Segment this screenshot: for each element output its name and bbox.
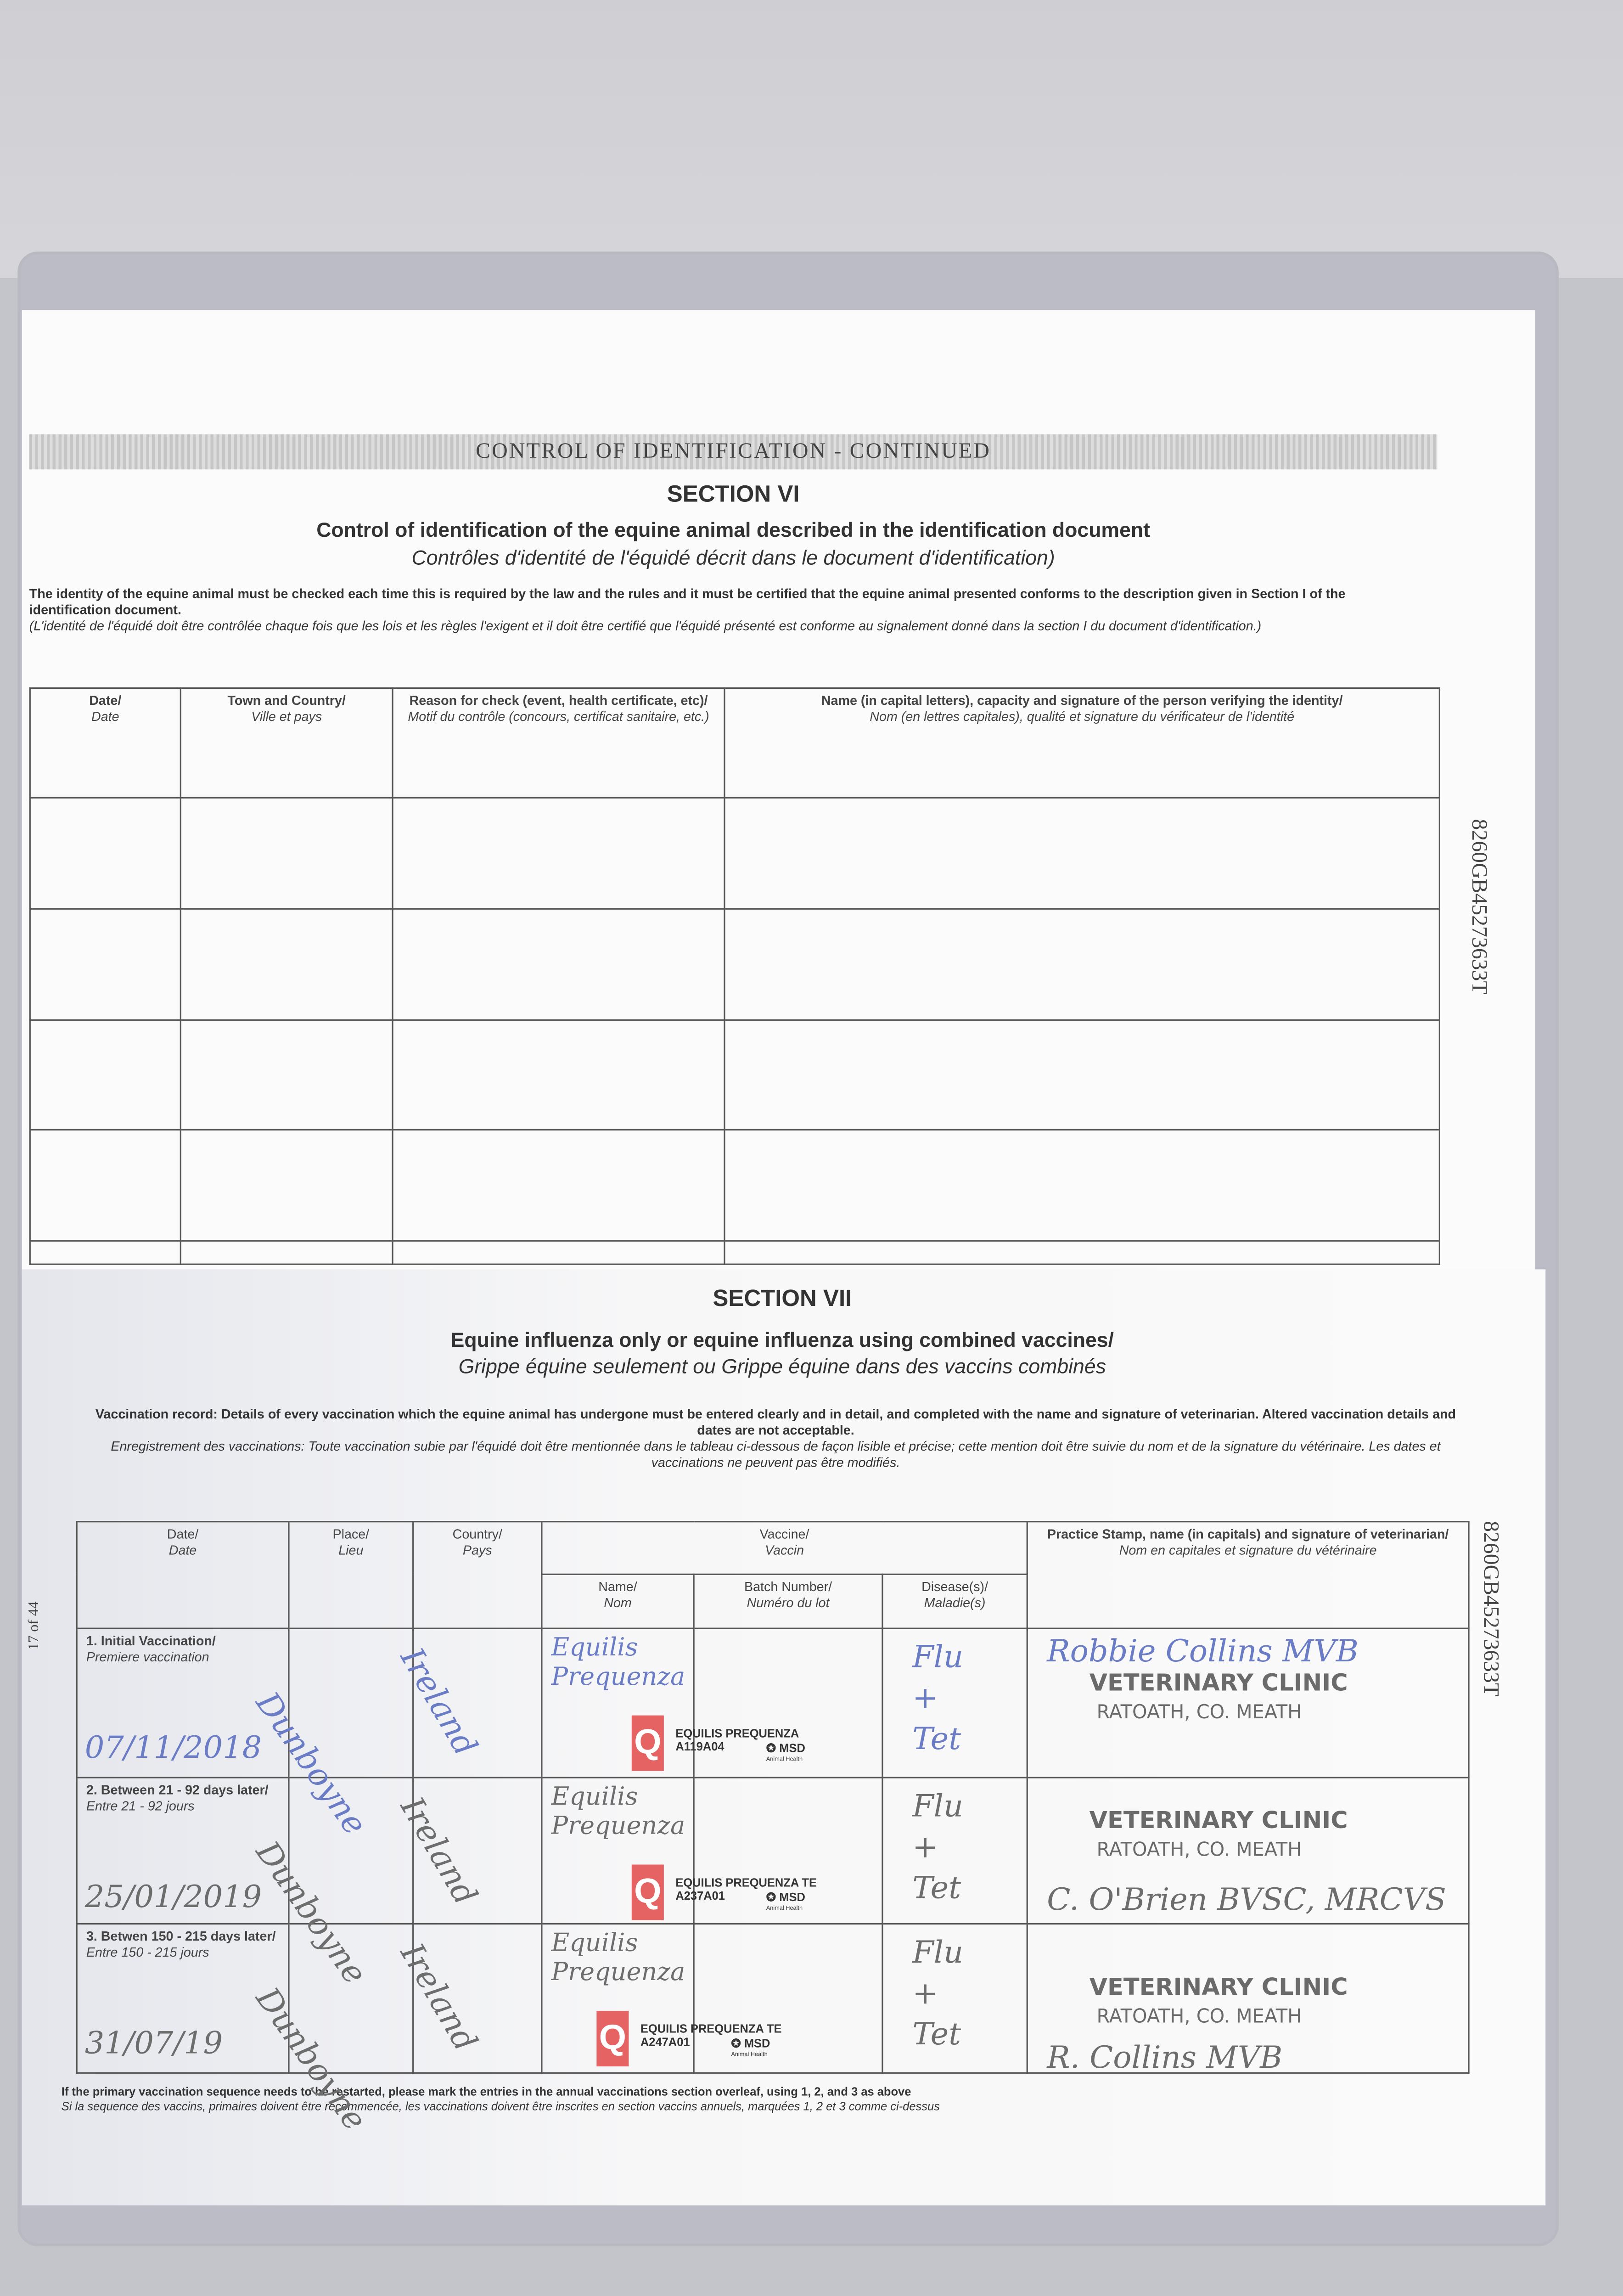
- q-logo-icon: Q: [596, 2011, 629, 2066]
- vaccination-place: Dunboyne: [247, 1981, 373, 2138]
- table-row: [30, 798, 1439, 908]
- vaccination-country: Ireland: [392, 1642, 483, 1763]
- sticker-name: EQUILIS PREQUENZA TE: [640, 2022, 782, 2036]
- vaccine-batch-sticker: [632, 1716, 805, 1789]
- col-reason-fr: Motif du contrôle (concours, certificat sanitaire, etc.): [408, 709, 709, 724]
- practice-stamp: [1089, 1973, 1348, 2028]
- col-batch-fr: Numéro du lot: [747, 1595, 830, 1610]
- col-date-fr: Date: [91, 709, 119, 724]
- vaccination-place: Dunboyne: [247, 1686, 373, 1843]
- col-country-fr: Pays: [462, 1542, 492, 1558]
- batch-number: A247A01: [640, 2036, 690, 2049]
- col-stamp: Practice Stamp, name (in capitals) and signature of veterinarian/: [1047, 1526, 1449, 1542]
- col-name-fr: Nom: [604, 1595, 632, 1610]
- col-name: Name/: [598, 1579, 637, 1594]
- stamp-line: VETERINARY CLINIC: [1089, 1668, 1348, 1697]
- section7-heading: SECTION VII: [713, 1287, 852, 1312]
- disease-entry: Tet: [912, 1870, 961, 1906]
- table-header-row: [77, 1522, 1469, 1575]
- col-name-fr: Nom (en lettres capitales), qualité et signature du vérificateur de l'identité: [870, 709, 1295, 724]
- col-country: Country/: [452, 1526, 502, 1542]
- sticker-brand-sub: Animal Health: [731, 2050, 768, 2058]
- col-disease-fr: Maladie(s): [924, 1595, 986, 1610]
- stamp-line: RATOATH, CO. MEATH: [1096, 1840, 1302, 1862]
- section7-intro: Vaccination record: Details of every vaccination which the equine animal has undergone must be entered clearly and in detail, and completed with the name and signature of veterinarian. Altered vaccination details and dates are not acceptable.: [95, 1407, 1456, 1438]
- disease-entry: +: [912, 1680, 938, 1716]
- identity-check-table: [29, 687, 1440, 1265]
- col-town-fr: Ville et pays: [251, 709, 322, 724]
- vaccination-country: Ireland: [392, 1791, 483, 1912]
- row-label: 1. Initial Vaccination/: [86, 1633, 216, 1649]
- section6-intro-fr: (L'identité de l'équidé doit être contrôlée chaque fois que les lois et les règles l'exigent et il doit être certifié que l'équidé présenté est conforme au signalement donné dans la section I du document d'identification.): [29, 619, 1262, 633]
- vaccination-date: 07/11/2018: [84, 1730, 262, 1765]
- disease-entry: Flu: [912, 1935, 964, 1970]
- page-number: 17 of 44: [26, 1601, 43, 1650]
- sticker-brand: MSD: [779, 1891, 805, 1904]
- row-label-fr: Premiere vaccination: [86, 1649, 209, 1665]
- msd-logo-icon: ✪: [731, 2037, 744, 2050]
- vet-signature: Robbie Collins MVB: [1047, 1633, 1359, 1669]
- table-row: [30, 1241, 1439, 1264]
- row-label-fr: Entre 21 - 92 jours: [86, 1799, 195, 1814]
- stamp-line: RATOATH, CO. MEATH: [1096, 1702, 1302, 1724]
- stamp-line: VETERINARY CLINIC: [1089, 1973, 1348, 2001]
- document-number-lower: 8260GB45273633T: [1478, 1521, 1502, 1697]
- practice-stamp: [1089, 1669, 1348, 1724]
- col-name: Name (in capital letters), capacity and signature of the person verifying the identity/: [821, 693, 1343, 708]
- footnote: If the primary vaccination sequence needs to be restarted, please mark the entries in the annual vaccinations section overleaf, using 1, 2, and 3 as above: [61, 2085, 911, 2099]
- row-label: 3. Betwen 150 - 215 days later/: [86, 1929, 276, 1944]
- sticker-brand-sub: Animal Health: [766, 1755, 803, 1762]
- vaccine-name: Equilis Prequenza: [551, 1633, 685, 1692]
- sticker-name: EQUILIS PREQUENZA: [675, 1727, 799, 1740]
- disease-entry: Tet: [912, 2016, 961, 2052]
- vaccination-date: 31/07/19: [84, 2025, 223, 2061]
- col-date: Date/: [89, 693, 122, 708]
- vaccine-name: Equilis Prequenza: [551, 1783, 685, 1841]
- vaccination-date: 25/01/2019: [84, 1879, 262, 1914]
- vaccine-batch-sticker: [632, 1864, 817, 1937]
- q-logo-icon: Q: [632, 1864, 664, 1920]
- batch-number: A119A04: [675, 1740, 724, 1754]
- stamp-line: RATOATH, CO. MEATH: [1096, 2006, 1302, 2029]
- sticker-brand: MSD: [779, 1741, 805, 1755]
- section7-title: Equine influenza only or equine influenza using combined vaccines/: [450, 1328, 1114, 1351]
- vaccination-place: Dunboyne: [247, 1835, 373, 1992]
- col-reason: Reason for check (event, health certificate, etc)/: [409, 693, 708, 708]
- table-row: [30, 1019, 1439, 1130]
- stamp-line: VETERINARY CLINIC: [1089, 1806, 1348, 1834]
- table-header-row: [30, 688, 1439, 798]
- sticker-brand-sub: Animal Health: [766, 1904, 803, 1912]
- row-label-fr: Entre 150 - 215 jours: [86, 1945, 209, 1960]
- section-band-title: CONTROL OF IDENTIFICATION - CONTINUED: [29, 434, 1438, 469]
- msd-logo-icon: ✪: [766, 1891, 780, 1904]
- col-vaccine-fr: Vaccin: [765, 1542, 804, 1558]
- section6-title: Control of identification of the equine animal described in the identification document: [316, 518, 1150, 541]
- q-logo-icon: Q: [632, 1716, 664, 1771]
- vet-signature: C. O'Brien BVSC, MRCVS: [1047, 1882, 1446, 1918]
- section6-heading: SECTION VI: [667, 482, 800, 508]
- disease-entry: +: [912, 1829, 938, 1865]
- sticker-brand: MSD: [744, 2037, 770, 2050]
- col-town: Town and Country/: [227, 693, 346, 708]
- disease-entry: +: [912, 1975, 938, 2011]
- sticker-name: EQUILIS PREQUENZA TE: [675, 1876, 817, 1890]
- col-stamp-fr: Nom en capitales et signature du vétérinaire: [1119, 1542, 1377, 1558]
- vaccine-name: Equilis Prequenza: [551, 1929, 685, 1988]
- practice-stamp: [1089, 1806, 1348, 1862]
- col-date-fr: Date: [168, 1542, 197, 1558]
- msd-logo-icon: ✪: [766, 1741, 780, 1755]
- col-place-fr: Lieu: [338, 1542, 364, 1558]
- table-row: [30, 908, 1439, 1019]
- disease-entry: Flu: [912, 1639, 964, 1675]
- row-label: 2. Between 21 - 92 days later/: [86, 1783, 269, 1797]
- table-row: [30, 1130, 1439, 1241]
- section6-intro: The identity of the equine animal must be checked each time this is required by the law and the rules and it must be certified that the equine animal presented conforms to the description given in Section I of the identification document.: [29, 586, 1346, 617]
- vet-signature: R. Collins MVB: [1047, 2040, 1283, 2076]
- col-place: Place/: [332, 1526, 370, 1542]
- section6-title-fr: Contrôles d'identité de l'équidé décrit dans le document d'identification): [411, 545, 1055, 569]
- section7-title-fr: Grippe équine seulement ou Grippe équine dans des vaccins combinés: [458, 1354, 1106, 1378]
- vaccine-batch-sticker: [596, 2011, 782, 2084]
- batch-number: A237A01: [675, 1889, 725, 1903]
- vaccination-country: Ireland: [392, 1937, 483, 2058]
- section7-intro-fr: Enregistrement des vaccinations: Toute vaccination subie par l'équidé doit être mentionnée dans le tableau ci-dessous de façon lisible et précise; cette mention doit être suivie du nom et de la signature du vétérinaire. Les dates et vaccinations ne peuvent pas être modifiés.: [111, 1439, 1441, 1470]
- disease-entry: Tet: [912, 1721, 961, 1756]
- document-number: 8260GB45273633T: [1466, 819, 1490, 995]
- col-batch: Batch Number/: [744, 1579, 832, 1594]
- col-disease: Disease(s)/: [921, 1579, 988, 1594]
- col-date: Date/: [167, 1526, 199, 1542]
- disease-entry: Flu: [912, 1788, 964, 1824]
- footnote-fr: Si la sequence des vaccins, primaires doivent être recommencée, les vaccinations doivent être inscrites en section vaccins annuels, marquées 1, 2 et 3 comme ci-dessus: [61, 2100, 940, 2113]
- col-vaccine: Vaccine/: [759, 1526, 809, 1542]
